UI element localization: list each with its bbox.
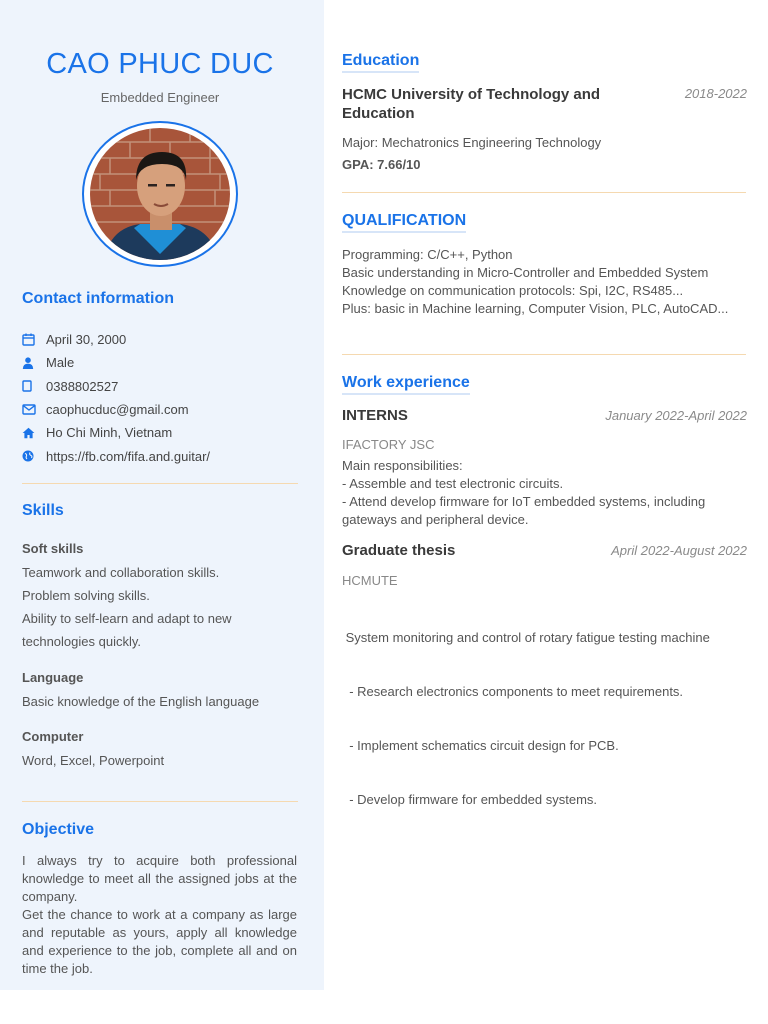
contact-item-email[interactable] <box>22 398 312 421</box>
soft-skill-line: technologies quickly. <box>22 634 141 649</box>
education-school: HCMC University of Technology and Education <box>342 86 601 122</box>
responsibility-line: - Assemble and test electronic circuits. <box>342 476 564 491</box>
contact-item-phone <box>22 375 312 398</box>
job-responsibilities <box>342 457 742 529</box>
divider <box>22 801 298 802</box>
avatar-frame <box>82 121 238 267</box>
profile-job-title: Embedded Engineer <box>100 90 220 105</box>
divider <box>22 483 298 484</box>
contact-item-gender <box>22 351 312 374</box>
contact-text: caophucduc@gmail.com <box>46 402 189 418</box>
objective-title: Objective <box>22 821 95 838</box>
soft-skill-line: Problem solving skills. <box>22 588 150 603</box>
education-title: Education <box>342 52 419 73</box>
contact-text: Ho Chi Minh, Vietnam <box>46 425 173 441</box>
soft-skills-title: Soft skills <box>22 541 84 556</box>
computer-text: Word, Excel, Powerpoint <box>22 753 165 768</box>
soft-skills-text <box>22 561 302 653</box>
responsibility-line: - Research electronics components to meet requirements. <box>342 684 684 699</box>
soft-skill-line: Teamwork and collaboration skills. <box>22 565 220 580</box>
soft-skill-line: Ability to self-learn and adapt to new <box>22 611 232 626</box>
divider <box>342 354 746 355</box>
sidebar <box>0 0 324 990</box>
contact-text: Male <box>46 355 75 371</box>
language-title: Language <box>22 670 84 685</box>
calendar-icon <box>22 333 46 346</box>
contact-text: April 30, 2000 <box>46 332 127 348</box>
contact-text: https://fb.com/fifa.and.guitar/ <box>46 448 211 464</box>
job-date: January 2022-April 2022 <box>605 408 747 423</box>
responsibility-line: - Attend develop firmware for IoT embedded systems, including gateways and peripheral device. <box>342 494 706 527</box>
computer-title: Computer <box>22 729 84 744</box>
qualification-item: Programming: C/C++, Python <box>342 247 513 262</box>
work-title: Work experience <box>342 374 470 395</box>
qualification-list <box>342 246 747 318</box>
job-responsibilities <box>342 593 747 845</box>
responsibility-line: - Implement schematics circuit design for PCB. <box>342 738 619 753</box>
user-icon <box>22 357 46 369</box>
home-icon <box>22 427 46 439</box>
job-company: HCMUTE <box>342 573 398 588</box>
responsibility-line: Main responsibilities: <box>342 458 463 473</box>
contact-text: 0388802527 <box>46 378 119 394</box>
divider <box>342 192 746 193</box>
education-major: Major: Mechatronics Engineering Technology <box>342 135 602 150</box>
job-title: INTERNS <box>342 407 408 424</box>
avatar <box>90 128 230 260</box>
avatar-photo <box>90 128 230 260</box>
responsibility-line: - Develop firmware for embedded systems. <box>342 792 598 807</box>
contact-title: Contact information <box>22 290 174 307</box>
objective-paragraph: Get the chance to work at a company as large and reputable as yours, apply all knowledge and experience to the job, complete all and on time the job. <box>22 907 297 976</box>
responsibility-line: System monitoring and control of rotary fatigue testing machine <box>342 630 710 645</box>
job-company: IFACTORY JSC <box>342 437 435 452</box>
objective-paragraph: I always try to acquire both professional knowledge to meet all the assigned jobs at the company. <box>22 853 297 904</box>
job-date: April 2022-August 2022 <box>611 543 747 558</box>
contact-item-birthday <box>22 328 312 351</box>
contact-item-address <box>22 421 312 444</box>
objective-text <box>22 852 297 978</box>
job-title: Graduate thesis <box>342 542 456 559</box>
qualification-item: Basic understanding in Micro-Controller and Embedded System <box>342 265 709 280</box>
globe-icon <box>22 450 46 462</box>
education-gpa: GPA: 7.66/10 <box>342 157 421 172</box>
qualification-title: QUALIFICATION <box>342 212 466 233</box>
profile-name: CAO PHUC DUC <box>46 48 274 80</box>
language-text: Basic knowledge of the English language <box>22 694 260 709</box>
skills-title: Skills <box>22 502 64 519</box>
qualification-item: Knowledge on communication protocols: Spi, I2C, RS485... <box>342 283 684 298</box>
contact-list <box>22 328 312 468</box>
qualification-item: Plus: basic in Machine learning, Computer Vision, PLC, AutoCAD... <box>342 301 729 316</box>
contact-item-website[interactable] <box>22 444 312 467</box>
phone-icon <box>22 380 46 392</box>
education-date: 2018-2022 <box>684 86 747 101</box>
email-icon <box>22 404 46 415</box>
